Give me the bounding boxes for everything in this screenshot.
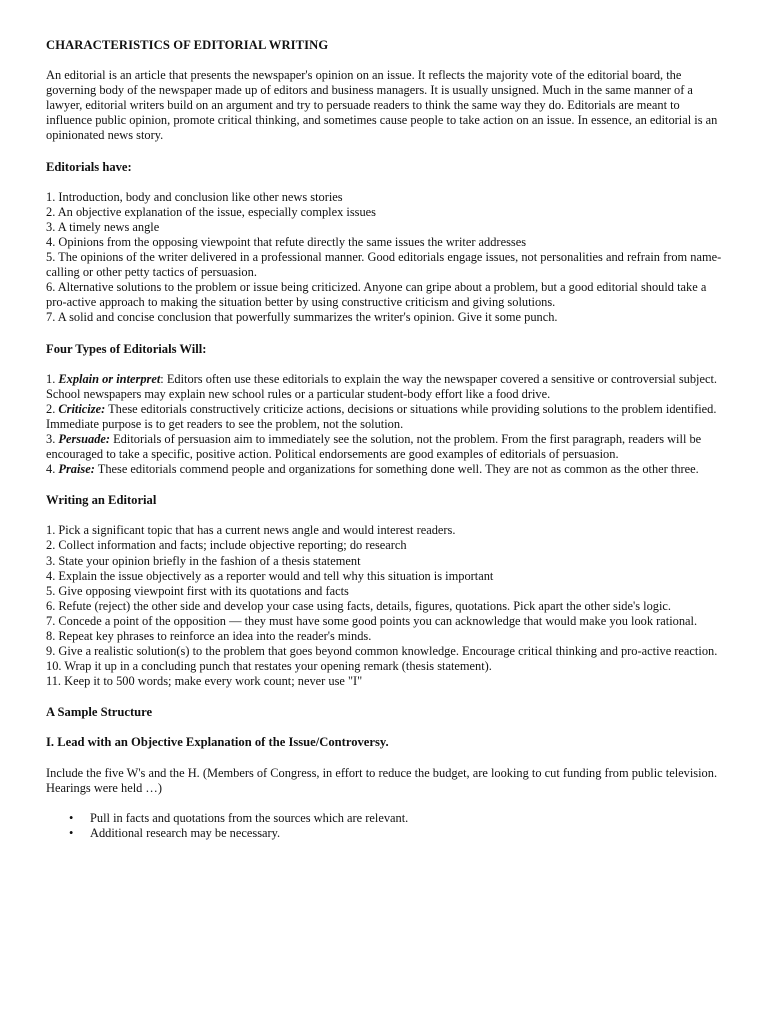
item-number: 4. xyxy=(46,462,59,477)
bullet-text: Additional research may be necessary. xyxy=(90,825,281,840)
list-item: 6. Alternative solutions to the problem or issue being criticized. Anyone can gripe about a problem, but a good editorial should take a pro-active approach to making the situation better by using constructive criticism and giving solutions. xyxy=(46,280,707,310)
item-text: These editorials commend people and organizations for something done well. They are not as common as the other three. xyxy=(94,462,699,477)
list-item: 10. Wrap it up in a concluding punch that restates your opening remark (thesis statement). xyxy=(46,659,492,674)
item-text: : Editors often use these editorials to explain the way the newspaper covered a sensitive or controversial subject. School newspapers may explain new school rules or a particular student-body effort like a food drive. xyxy=(46,371,718,401)
item-number: 3. xyxy=(46,431,59,446)
writing-list xyxy=(46,523,728,689)
list-item: 3. State your opinion briefly in the fashion of a thesis statement xyxy=(46,553,361,568)
list-item xyxy=(46,432,728,462)
four-types-list xyxy=(46,372,728,478)
item-text: Editorials of persuasion aim to immediately see the solution, not the problem. From the first paragraph, readers will be encouraged to take a specific, positive action. Political endorsements are good examples of editorials of persuasion. xyxy=(46,431,702,462)
list-item xyxy=(46,462,728,477)
writing-heading: Writing an Editorial xyxy=(46,493,157,508)
list-item: 4. Opinions from the opposing viewpoint that refute directly the same issues the writer addresses xyxy=(46,234,527,249)
list-item: 2. An objective explanation of the issue, especially complex issues xyxy=(46,204,376,219)
list-item: 8. Repeat key phrases to reinforce an idea into the reader's minds. xyxy=(46,629,372,643)
sample-subheading: I. Lead with an Objective Explanation of the Issue/Controversy. xyxy=(46,735,389,750)
list-item: 1. Introduction, body and conclusion like other news stories xyxy=(46,189,343,204)
list-item: 7. A solid and concise conclusion that powerfully summarizes the writer's opinion. Give it some punch. xyxy=(46,310,558,325)
list-item: 3. A timely news angle xyxy=(46,219,160,234)
bullet-icon: • xyxy=(69,810,74,825)
item-number: 2. xyxy=(46,401,59,416)
editorials-have-heading: Editorials have: xyxy=(46,159,132,174)
list-item xyxy=(69,825,728,841)
list-item xyxy=(46,372,728,402)
list-item: 2. Collect information and facts; include objective reporting; do research xyxy=(46,538,407,553)
list-item xyxy=(46,402,728,432)
item-term: Praise: xyxy=(58,462,95,477)
document-title: CHARACTERISTICS OF EDITORIAL WRITING xyxy=(46,38,329,52)
list-item: 6. Refute (reject) the other side and develop your case using facts, details, figures, quotations. Pick apart the other side's logic. xyxy=(46,598,672,613)
sample-paragraph: Include the five W's and the H. (Members of Congress, in effort to reduce the budget, are looking to cut funding from public television. Hearings were held …) xyxy=(46,765,718,795)
list-item: 1. Pick a significant topic that has a current news angle and would interest readers. xyxy=(46,523,456,538)
item-text: These editorials constructively criticize actions, decisions or situations while providing solutions to the problem identified. Immediate purpose is to get readers to see the problem, not the solution. xyxy=(46,401,717,431)
list-item: 5. The opinions of the writer delivered in a professional manner. Good editorials engage issues, not personalities and refrain from name-calling or other petty tactics of persuasion. xyxy=(46,250,722,280)
bullet-text: Pull in facts and quotations from the sources which are relevant. xyxy=(90,810,409,825)
item-term: Explain or interpret xyxy=(58,371,161,386)
list-item: 9. Give a realistic solution(s) to the problem that goes beyond common knowledge. Encourage critical thinking and pro-active reaction. xyxy=(46,644,718,659)
item-term: Criticize: xyxy=(58,401,106,416)
item-term: Persuade: xyxy=(58,431,111,446)
item-number: 1. xyxy=(46,371,59,386)
list-item: 5. Give opposing viewpoint first with its quotations and facts xyxy=(46,583,349,598)
sample-bullet-list xyxy=(46,811,728,841)
sample-heading: A Sample Structure xyxy=(46,705,153,720)
list-item: 4. Explain the issue objectively as a reporter would and tell why this situation is important xyxy=(46,568,494,583)
intro-paragraph: An editorial is an article that presents the newspaper's opinion on an issue. It reflects the majority vote of the editorial board, the governing body of the newspaper made up of editors and business managers. It is usually unsigned. Much in the same manner of a lawyer, editorial writers build on an argument and try to persuade readers to think the same way they do. Editorials are meant to influence public opinion, promote critical thinking, and sometimes cause people to take action on an issue. In essence, an editorial is an opinionated news story. xyxy=(46,68,718,143)
list-item: 7. Concede a point of the opposition — they must have some good points you can acknowledge that would make you look rational. xyxy=(46,613,698,628)
list-item xyxy=(69,810,728,826)
four-types-heading: Four Types of Editorials Will: xyxy=(46,341,207,356)
editorials-have-list xyxy=(46,190,728,326)
bullet-icon: • xyxy=(69,825,74,840)
list-item: 11. Keep it to 500 words; make every work count; never use "I" xyxy=(46,674,363,689)
